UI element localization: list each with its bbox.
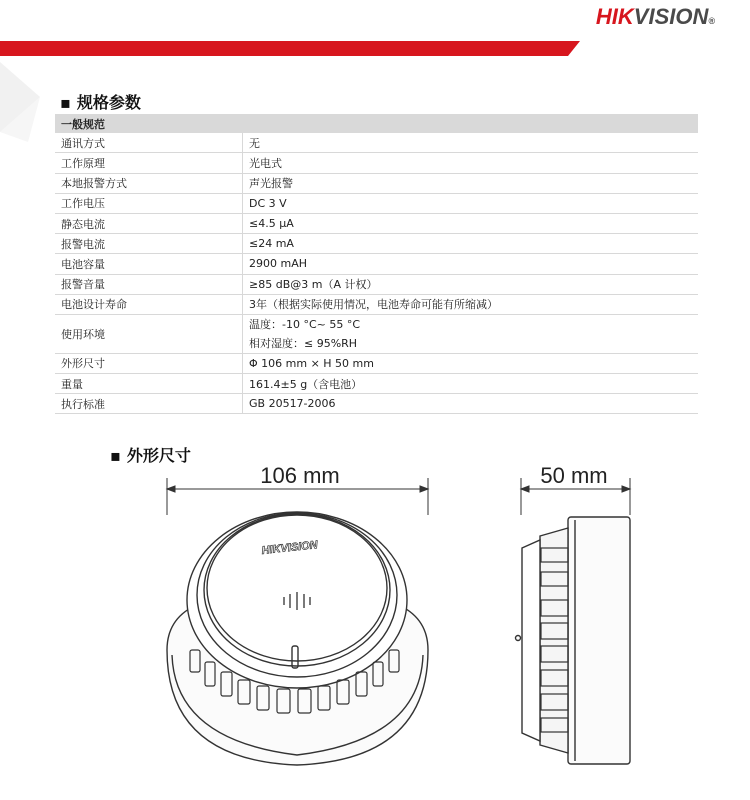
spec-table	[55, 114, 698, 414]
spec-value-line: 光电式	[249, 156, 282, 170]
spec-value-line: ≤24 mA	[249, 237, 294, 251]
spec-value	[243, 353, 699, 373]
specs-title: ▪ 规格参数	[60, 93, 141, 112]
spec-row	[55, 173, 698, 193]
spec-value-line: 温度：-10 °C~ 55 °C	[249, 317, 361, 331]
spec-value	[243, 294, 699, 314]
dimension-drawing	[0, 440, 750, 800]
spec-row	[55, 133, 698, 153]
spec-key: 报警电流	[55, 234, 243, 254]
dims-title: ▪ 外形尺寸	[110, 446, 191, 465]
spec-value	[243, 394, 699, 414]
spec-row	[55, 254, 698, 274]
spec-value	[243, 173, 699, 193]
spec-key: 电池容量	[55, 254, 243, 274]
spec-row	[55, 314, 698, 353]
spec-key: 静态电流	[55, 213, 243, 233]
spec-row	[55, 193, 698, 213]
spec-value-line: 无	[249, 136, 260, 150]
spec-key: 工作原理	[55, 153, 243, 173]
spec-value-line: 3年（根据实际使用情况，电池寿命可能有所缩减）	[249, 298, 498, 312]
detector-side-view	[516, 517, 631, 764]
width-label: 106 mm	[260, 463, 340, 488]
spec-value-line: DC 3 V	[249, 196, 287, 210]
spec-key: 电池设计寿命	[55, 294, 243, 314]
spec-value	[243, 254, 699, 274]
spec-row	[55, 294, 698, 314]
spec-value	[243, 274, 699, 294]
spec-key: 本地报警方式	[55, 173, 243, 193]
spec-value-line: 相对湿度：≤ 95%RH	[249, 336, 358, 350]
spec-key: 外形尺寸	[55, 353, 243, 373]
spec-value	[243, 374, 699, 394]
spec-value	[243, 314, 699, 353]
spec-key: 工作电压	[55, 193, 243, 213]
spec-row	[55, 213, 698, 233]
spec-value	[243, 234, 699, 254]
spec-row	[55, 234, 698, 254]
spec-key: 报警音量	[55, 274, 243, 294]
spec-value-line: ≤4.5 μA	[249, 217, 294, 231]
spec-value-line: 161.4±5 g（含电池）	[249, 377, 363, 391]
spec-value-line: GB 20517-2006	[249, 397, 336, 411]
header-red-bar	[0, 40, 750, 58]
spec-row	[55, 374, 698, 394]
spec-value-line: ≥85 dB@3 m（A 计权）	[249, 278, 378, 292]
spec-value	[243, 133, 699, 153]
spec-row	[55, 153, 698, 173]
device-logo-text: HIKVISION	[261, 539, 319, 557]
spec-key: 使用环境	[55, 314, 243, 353]
height-label: 50 mm	[540, 463, 608, 488]
brand-logo: HIKVISION®	[595, 4, 715, 29]
spec-key: 重量	[55, 374, 243, 394]
corner-watermark	[0, 62, 60, 142]
spec-key: 执行标准	[55, 394, 243, 414]
spec-value	[243, 213, 699, 233]
spec-row	[55, 353, 698, 373]
spec-value	[243, 153, 699, 173]
spec-section-header: 一般规范	[55, 114, 698, 133]
spec-key: 通讯方式	[55, 133, 243, 153]
spec-row	[55, 394, 698, 414]
spec-value-line: 声光报警	[249, 177, 293, 191]
spec-value-line: Φ 106 mm × H 50 mm	[249, 356, 374, 370]
spec-value-line: 2900 mAH	[249, 257, 308, 271]
spec-row	[55, 274, 698, 294]
spec-value	[243, 193, 699, 213]
